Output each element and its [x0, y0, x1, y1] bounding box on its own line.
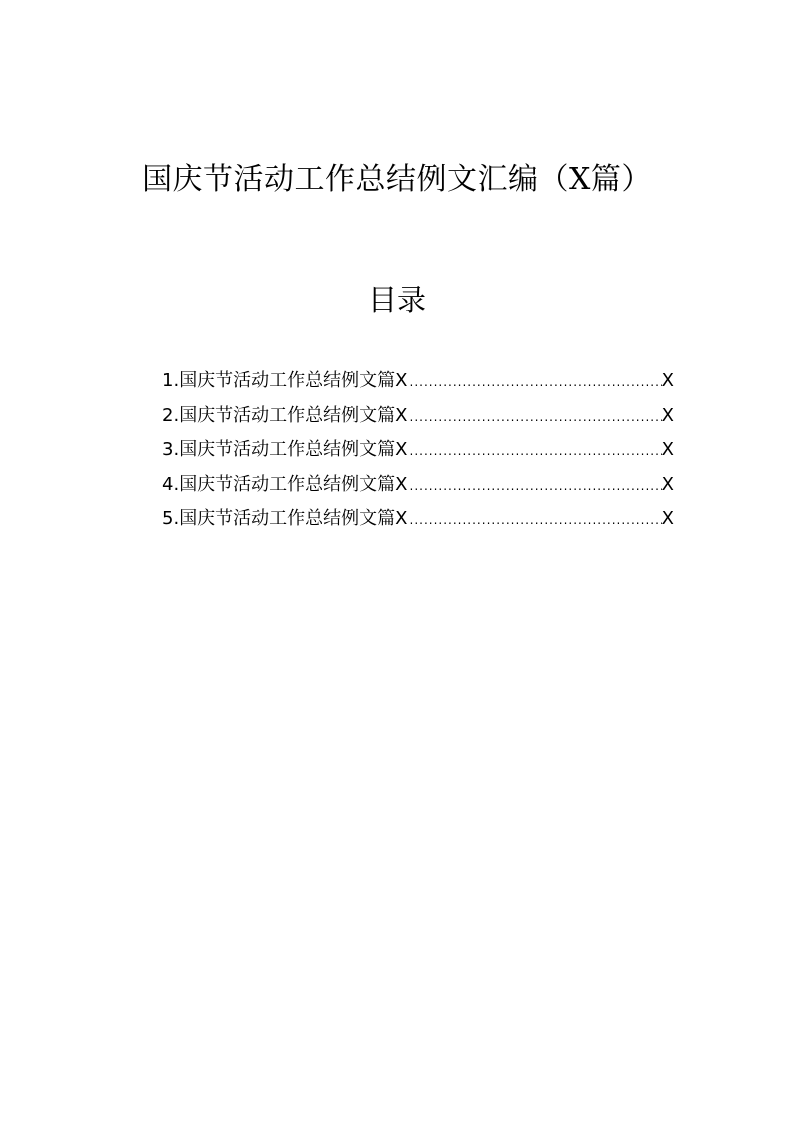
toc-entry-title: 国庆节活动工作总结例文篇X — [179, 370, 408, 391]
toc-entry[interactable] — [162, 471, 674, 506]
toc-entry[interactable] — [162, 505, 674, 540]
toc-entry-title: 国庆节活动工作总结例文篇X — [179, 439, 408, 460]
toc-dot-leader — [408, 472, 662, 500]
toc-entry-number: 3. — [162, 439, 180, 460]
toc-dot-leader — [408, 368, 662, 396]
toc-dot-leader — [408, 437, 662, 465]
toc-heading: 目录 — [367, 283, 426, 317]
toc-entry[interactable] — [162, 367, 674, 402]
toc-entry-number: 4. — [162, 473, 180, 495]
toc-entry[interactable] — [162, 402, 674, 437]
toc-entry-title: 国庆节活动工作总结例文篇X — [179, 473, 408, 495]
toc-entry-title: 国庆节活动工作总结例文篇X — [179, 508, 408, 529]
toc-entry[interactable] — [162, 436, 674, 471]
toc-entry-number: 1. — [162, 370, 180, 391]
toc-entry-number: 5. — [162, 508, 180, 529]
toc-dot-leader — [408, 403, 662, 431]
toc-entry-page: X — [661, 508, 674, 529]
toc-entry-page: X — [661, 370, 674, 391]
toc-entry-page: X — [661, 404, 674, 426]
table-of-contents — [162, 367, 674, 540]
toc-entry-number: 2. — [162, 404, 180, 426]
toc-entry-page: X — [661, 439, 674, 460]
toc-entry-page: X — [661, 473, 674, 495]
document-title: 国庆节活动工作总结例文汇编（X篇） — [142, 162, 652, 197]
toc-dot-leader — [408, 506, 662, 534]
toc-entry-title: 国庆节活动工作总结例文篇X — [179, 404, 408, 426]
